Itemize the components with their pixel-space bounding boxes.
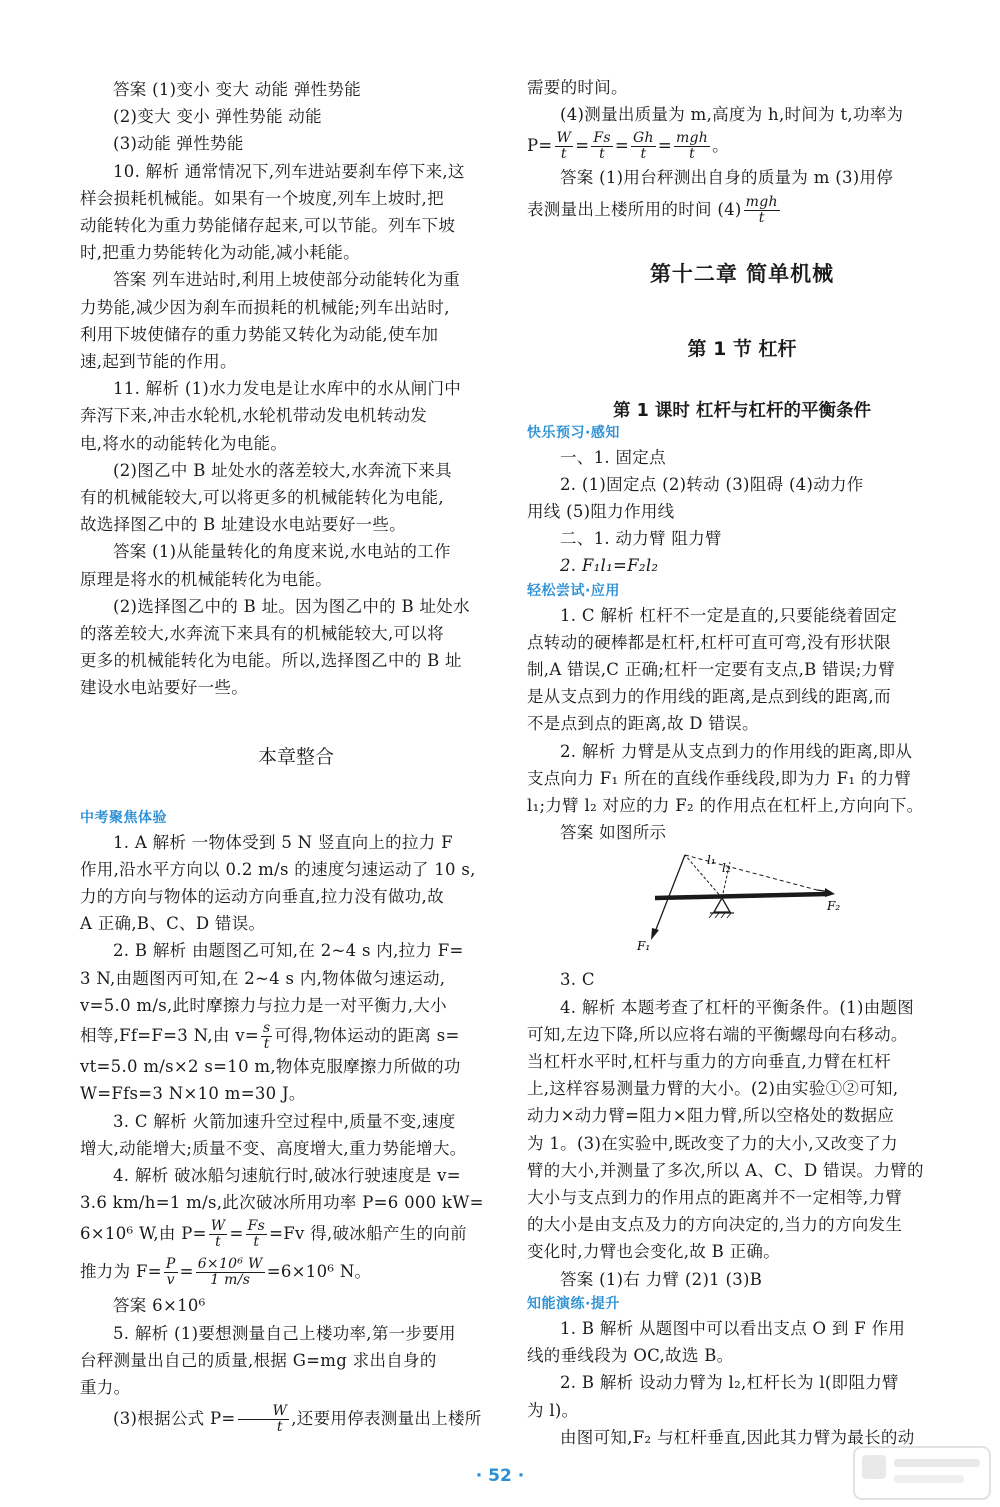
text-run: 可得,物体运动的距离 s= <box>274 1026 460 1046</box>
try-q2-line: l₁;力臂 l₂ 对应的力 F₂ 的作用点在杠杆上,方向向下。 <box>527 796 924 816</box>
exam-q2-line <box>80 1019 512 1053</box>
fraction-numerator: 6×10⁶ W <box>197 1256 263 1273</box>
exam-q2-line: 2. B 解析 由题图乙可知,在 2~4 s 内,拉力 F= <box>113 941 464 961</box>
exam-q2-line: vt=5.0 m/s×2 s=10 m,物体克服摩擦力所做的功 <box>80 1057 461 1077</box>
try-q4-line: 动力×动力臂=阻力×阻力臂,所以空格处的数据应 <box>527 1106 895 1126</box>
try-q2-line: 2. 解析 力臂是从支点到力的作用线的距离,即从 <box>560 741 913 761</box>
try-q4-line: 4. 解析 本题考查了杠杆的平衡条件。(1)由题图 <box>560 997 915 1017</box>
exam-a5-line <box>527 192 957 228</box>
try-q1-line: 点转动的硬棒都是杠杆,杠杆可直可弯,没有形状限 <box>527 632 891 652</box>
try-q4-line: 大小与支点到力的作用点的距离并不一定相等,力臂 <box>527 1188 903 1208</box>
exam-a4-line: 答案 6×10⁶ <box>113 1296 206 1316</box>
hatch <box>727 913 731 918</box>
fraction <box>744 195 780 226</box>
a10-line: 答案 列车进站时,利用上坡使部分动能转化为重 <box>113 270 461 290</box>
try-q4-line: 臂的大小,并测量了多次,所以 A、C、D 错误。力臂的 <box>527 1160 924 1180</box>
a10-line: 速,起到节能的作用。 <box>80 352 237 372</box>
fraction-denominator: t <box>758 209 765 226</box>
lever-bar <box>655 894 827 898</box>
q11-line: 电,将水的动能转化为电能。 <box>80 433 288 453</box>
fraction-denominator: t <box>253 1234 260 1251</box>
force-f2-dashed-line <box>685 855 817 890</box>
section-title: 第 1 节 杠杆 <box>687 337 797 360</box>
chapter-summary-title: 本章整合 <box>257 745 334 768</box>
exam-q2-line: 3 N,由题图丙可知,在 2~4 s 内,物体做匀速运动, <box>80 968 446 988</box>
exam-q3-line: 3. C 解析 火箭加速升空过程中,质量不变,速度 <box>113 1111 456 1131</box>
preview-line: 一、1. 固定点 <box>560 447 666 467</box>
fraction-numerator: mgh <box>745 193 778 210</box>
hatch <box>721 913 725 918</box>
exam-q1-line: 1. A 解析 一物体受到 5 N 竖直向上的拉力 F <box>113 832 453 852</box>
exam-q2-line: v=5.0 m/s,此时摩擦力与拉力是一对平衡力,大小 <box>80 995 447 1015</box>
text-run: 6×10⁶ W,由 P= <box>80 1224 207 1244</box>
watermark-mark <box>894 1459 980 1467</box>
fraction-denominator: t <box>640 146 647 163</box>
text-run: =6×10⁶ N。 <box>266 1262 372 1282</box>
fraction-numerator: Fs <box>247 1218 266 1235</box>
exam-a5-line: 答案 (1)用台秤测出自身的质量为 m (3)用停 <box>560 168 894 188</box>
try-q4-line: 当杠杆水平时,杠杆与重力的方向垂直,力臂在杠杆 <box>527 1052 891 1072</box>
a11-line: 更多的机械能转化为电能。所以,选择图乙中的 B 址 <box>80 651 462 671</box>
arm-l1-dashed <box>685 855 722 898</box>
text-run: = <box>229 1224 244 1244</box>
text-run: = <box>179 1262 194 1282</box>
lesson-title: 第 1 课时 杠杆与杠杆的平衡条件 <box>613 400 871 421</box>
watermark-logo <box>852 1445 992 1501</box>
q11-line: 11. 解析 (1)水力发电是让水库中的水从闸门中 <box>113 379 462 399</box>
exam-q2-line: W=Ffs=3 N×10 m=30 J。 <box>80 1084 306 1104</box>
try-q4-line: 为 1。(3)在实验中,既改变了力的大小,又改变了力 <box>527 1133 898 1153</box>
fraction-denominator: t <box>560 146 567 163</box>
text-run: 。 <box>712 136 729 156</box>
label-l2: l₂ <box>722 861 731 876</box>
answer-line: (3)动能 弹性势能 <box>113 134 244 154</box>
exam-q1-line: 作用,沿水平方向以 0.2 m/s 的速度匀速运动了 10 s, <box>80 859 476 879</box>
try-q1-line: 1. C 解析 杠杆不一定是直的,只要能绕着固定 <box>560 605 898 625</box>
fraction-denominator: 1 m/s <box>210 1272 251 1289</box>
q10-line: 时,把重力势能转化为动能,减小耗能。 <box>80 243 360 263</box>
exam-q4-line <box>80 1252 512 1292</box>
label-f2: F₂ <box>827 899 841 914</box>
drill-q2-line: 2. B 解析 设动力臂为 l₂,杠杆长为 l(即阻力臂 <box>560 1373 899 1393</box>
lever-diagram <box>637 850 847 955</box>
a11-line: 答案 (1)从能量转化的角度来说,水电站的工作 <box>113 542 451 562</box>
try-q4-line: 变化时,力臂也会变化,故 B 正确。 <box>527 1242 781 1262</box>
section-banner-try: 轻松尝试·应用 <box>527 582 620 599</box>
power-formula-line <box>527 128 957 164</box>
fraction <box>261 1021 273 1052</box>
fraction-numerator: s <box>262 1020 271 1037</box>
lever-figure <box>527 850 957 960</box>
try-q1-line: 是从支点到力的作用线的距离,是点到线的距离,而 <box>527 687 891 707</box>
section-banner-exam: 中考聚焦体验 <box>80 809 167 826</box>
exam-q5-line: 需要的时间。 <box>527 78 628 97</box>
left-column <box>80 76 512 1437</box>
a11-line: 建设水电站要好一些。 <box>80 678 248 698</box>
a10-line: 利用下坡使储存的重力势能又转化为动能,使车加 <box>80 324 439 344</box>
try-q1-line: 制,A 错误,C 正确;杠杆一定要有支点,B 错误;力臂 <box>527 660 896 680</box>
preview-line: 用线 (5)阻力作用线 <box>527 502 675 522</box>
try-q4-line: 可知,左边下降,所以应将右端的平衡螺母向右移动。 <box>527 1024 908 1044</box>
fraction-numerator: mgh <box>675 130 709 147</box>
right-column <box>527 74 957 1451</box>
text-run: = <box>657 136 672 156</box>
preview-line: 2. (1)固定点 (2)转动 (3)阻碍 (4)动力作 <box>560 474 864 494</box>
a11-line: 的落差较大,水奔流下来具有的机械能较大,可以将 <box>80 624 444 644</box>
exam-q1-line: 力的方向与物体的运动方向垂直,拉力没有做功,故 <box>80 887 444 907</box>
drill-q2-line: 由图可知,F₂ 与杠杆垂直,因此其力臂为最长的动 <box>560 1427 915 1447</box>
exam-q5-line: 重力。 <box>80 1377 131 1397</box>
try-a2-line: 答案 如图所示 <box>560 823 667 843</box>
fraction <box>631 131 656 162</box>
text-run: ,还要用停表测量出上楼所 <box>291 1409 482 1429</box>
q10-line: 动能转化为重力势能储存起来,可以节能。列车下坡 <box>80 216 456 236</box>
try-a4-line: 答案 (1)右 力臂 (2)1 (3)B <box>560 1269 763 1289</box>
fraction-denominator: t <box>689 146 696 163</box>
q11-line: 有的机械能较大,可以将更多的机械能转化为电能, <box>80 488 444 508</box>
fraction <box>209 1219 228 1250</box>
fraction <box>674 131 710 162</box>
try-q1-line: 不是点到点的距离,故 D 错误。 <box>527 714 759 734</box>
fraction-numerator: W <box>210 1218 226 1235</box>
answer-line: (2)变大 变小 弹性势能 动能 <box>113 107 322 127</box>
fraction <box>246 1219 268 1250</box>
fraction <box>164 1257 178 1288</box>
fraction-denominator: v <box>166 1272 175 1289</box>
text-run: 表测量出上楼所用的时间 (4) <box>527 199 742 219</box>
watermark-mark <box>862 1455 886 1479</box>
fraction-denominator: t <box>215 1234 222 1251</box>
text-run: P= <box>527 136 553 156</box>
try-q2-line: 支点向力 F₁ 所在的直线作垂线段,即为力 F₁ 的力臂 <box>527 768 912 788</box>
watermark-mark <box>894 1475 964 1483</box>
preview-line: 2. F₁l₁=F₂l₂ <box>560 556 659 576</box>
force-f2-arrowhead <box>825 888 835 897</box>
exam-q5-line: 台秤测量出自己的质量,根据 G=mg 求出自身的 <box>80 1350 437 1370</box>
exam-q4-line <box>80 1216 512 1252</box>
exam-q5-line: 5. 解析 (1)要想测量自己上楼功率,第一步要用 <box>113 1323 456 1343</box>
fraction <box>196 1257 265 1288</box>
a10-line: 力势能,减少因为刹车而损耗的机械能;列车出站时, <box>80 297 450 317</box>
a11-line: 原理是将水的机械能转化为电能。 <box>80 569 332 589</box>
fraction-numerator: P <box>165 1256 176 1273</box>
exam-q4-line: 3.6 km/h=1 m/s,此次破冰所用功率 P=6 000 kW= <box>80 1193 484 1213</box>
drill-q2-line: 为 l)。 <box>527 1400 579 1420</box>
label-f1: F₁ <box>637 939 651 954</box>
exam-q5-line: (4)测量出质量为 m,高度为 h,时间为 t,功率为 <box>560 105 904 125</box>
try-q4-line: 上,这样容易测量力臂的大小。(2)由实验①②可知, <box>527 1079 899 1099</box>
preview-line: 二、1. 动力臂 阻力臂 <box>560 529 722 549</box>
fraction <box>238 1404 290 1435</box>
q10-line: 10. 解析 通常情况下,列车进站要刹车停下来,这 <box>113 161 465 181</box>
chapter-title: 第十二章 简单机械 <box>649 261 835 286</box>
hatch <box>709 913 713 918</box>
text-run: 推力为 F= <box>80 1262 162 1282</box>
q10-line: 样会损耗机械能。如果有一个坡度,列车上坡时,把 <box>80 188 444 208</box>
fraction <box>555 131 574 162</box>
fraction-numerator: W <box>556 130 572 147</box>
answer-line: 答案 (1)变小 变大 动能 弹性势能 <box>113 80 362 99</box>
fraction-numerator: Fs <box>593 130 611 147</box>
label-l1: l₁ <box>707 853 716 868</box>
try-q4-line: 的大小是由支点及力的方向决定的,当力的方向发生 <box>527 1215 903 1235</box>
force-f1-line <box>655 855 685 932</box>
fraction-denominator: t <box>263 1036 270 1053</box>
text-run: (3)根据公式 P= <box>113 1409 236 1429</box>
a11-line: (2)选择图乙中的 B 址。因为图乙中的 B 址处水 <box>113 596 470 616</box>
force-f1-arrowhead <box>651 928 659 940</box>
drill-q1-line: 线的垂线段为 OC,故选 B。 <box>527 1346 734 1366</box>
try-q3-line: 3. C <box>560 970 595 990</box>
fraction-denominator: t <box>599 146 606 163</box>
q11-line: (2)图乙中 B 址处水的落差较大,水奔流下来具 <box>113 460 452 480</box>
exam-q5-line <box>80 1401 512 1437</box>
q11-line: 奔泻下来,冲击水轮机,水轮机带动发电机转动发 <box>80 406 428 426</box>
section-banner-preview: 快乐预习·感知 <box>527 424 620 441</box>
exam-q3-line: 增大,动能增大;质量不变、高度增大,重力势能增大。 <box>80 1138 467 1158</box>
text-run: =Fv 得,破冰船产生的向前 <box>269 1224 467 1244</box>
exam-q4-line: 4. 解析 破冰船匀速航行时,破冰行驶速度是 v= <box>113 1165 461 1185</box>
q11-line: 故选择图乙中的 B 址建设水电站要好一些。 <box>80 515 406 535</box>
fraction-numerator: Gh <box>633 130 654 147</box>
text-run: = <box>614 136 630 156</box>
drill-q1-line: 1. B 解析 从题图中可以看出支点 O 到 F 作用 <box>560 1318 906 1338</box>
hatch <box>715 913 719 918</box>
page-number: · 52 · <box>475 1466 525 1486</box>
fraction-denominator: t <box>276 1419 283 1436</box>
fraction <box>591 131 613 162</box>
section-banner-drill: 知能演练·提升 <box>527 1295 620 1312</box>
exam-q1-line: A 正确,B、C、D 错误。 <box>80 914 266 934</box>
fraction-numerator: W <box>238 1404 290 1420</box>
fulcrum-triangle <box>714 898 730 912</box>
text-run: 相等,Ff=F=3 N,由 v= <box>80 1026 259 1046</box>
text-run: = <box>575 136 590 156</box>
